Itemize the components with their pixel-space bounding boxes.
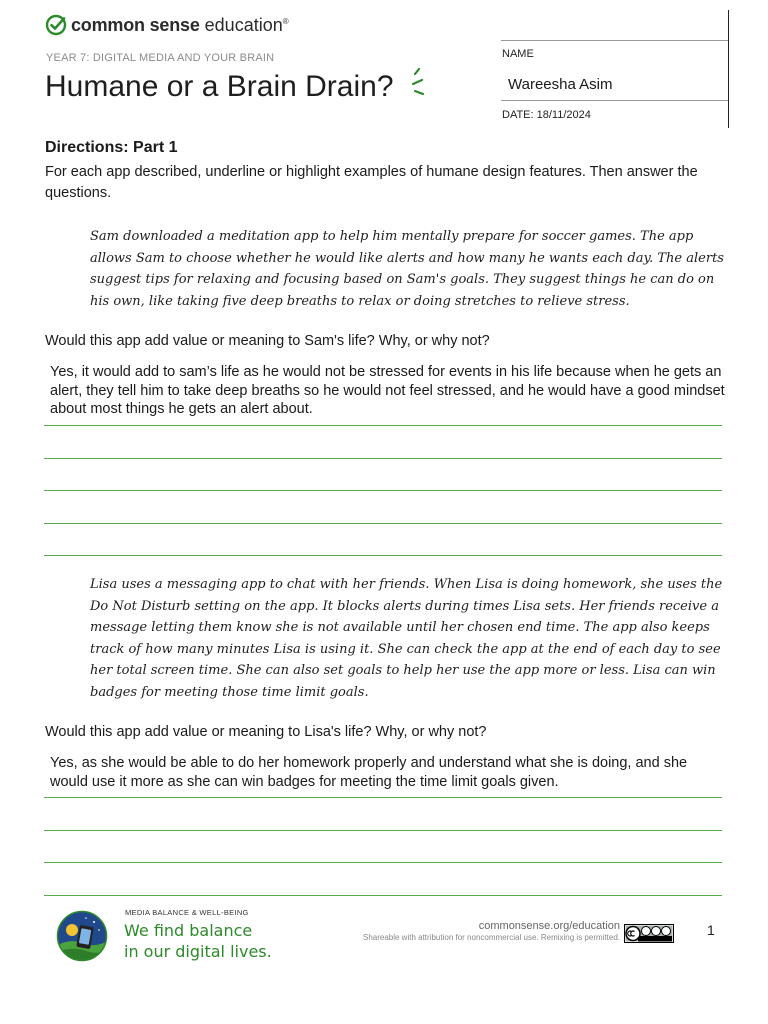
sparkle-icon (409, 68, 429, 98)
answer-line (44, 830, 722, 831)
answer-line (44, 523, 722, 524)
directions-text: For each app described, underline or highlight examples of humane design features. Then answer the questions. (45, 164, 698, 201)
scenario-text-lisa: Lisa uses a messaging app to chat with her friends. When Lisa is doing homework, she uses the Do Not Disturb setting on the app. It blocks alerts during times Lisa sets. Her friends receive a message letting them know she is not available until her chosen end time. The app also keeps track of how many minutes Lisa is using it. She can check the app at the end of each day to see her total screen time. She can also set goals to help her use the app more or less. Lisa can win badges for meeting those time limit goals. (90, 577, 723, 700)
brand-wordmark (71, 15, 289, 36)
checkmark-circle-icon (45, 14, 67, 36)
scenario-text-sam: Sam downloaded a meditation app to help him mentally prepare for soccer games. The app allows Sam to choose whether he would like alerts and how many he wants each day. The alerts suggest tips for relaxing and focusing based on Sam's goals. They suggest things he can do on his own, like taking five deep breaths to relax or doing stretches to relieve stress. (90, 229, 724, 309)
footer-tagline-line: We find balance (124, 921, 253, 940)
answer-line (44, 797, 722, 798)
page-number: 1 (707, 922, 715, 938)
answer-line (44, 425, 722, 426)
answer-field-lisa[interactable]: Yes, as she would be able to do her homework properly and understand what she is doing, and she would use it more as she can win badges for meeting the time limit goals given. (50, 755, 688, 790)
answer-line (44, 862, 722, 863)
question-sam: Would this app add value or meaning to Sam's life? Why, or why not? (45, 333, 490, 349)
footer-license-text: Shareable with attribution for noncommercial use. Remixing is permitted. (362, 933, 620, 942)
creative-commons-by-nc-sa-icon (624, 924, 674, 943)
footer-kicker: MEDIA BALANCE & WELL-BEING (125, 908, 249, 917)
date-field[interactable]: DATE: 18/11/2024 (502, 109, 591, 121)
answer-line (44, 895, 722, 896)
question-lisa: Would this app add value or meaning to Lisa's life? Why, or why not? (45, 724, 487, 740)
section-heading: Directions: Part 1 (45, 139, 178, 156)
answer-line (44, 490, 722, 491)
footer-url[interactable]: commonsense.org/education (478, 920, 620, 932)
name-label: NAME (502, 48, 534, 60)
unit-kicker: YEAR 7: DIGITAL MEDIA AND YOUR BRAIN (46, 52, 275, 64)
brand-name-bold: common sense (71, 14, 200, 35)
brand-logo (45, 14, 289, 36)
phone-in-nature-badge-icon (56, 910, 108, 962)
footer-tagline-line: in our digital lives. (124, 942, 272, 961)
name-field[interactable]: Wareesha Asim (508, 76, 613, 93)
answer-field-sam[interactable]: Yes, it would add to sam’s life as he would not be stressed for events in his life because when he gets an alert, they tell him to take deep breaths so he would not feel stressed, and he would have a good mindset about most things he gets an alert about. (50, 364, 725, 417)
brand-name-light: education (199, 14, 283, 35)
divider (501, 100, 728, 101)
footer-tagline (124, 920, 272, 962)
divider (501, 40, 728, 41)
brand-mark: ® (282, 16, 289, 26)
page-title: Humane or a Brain Drain? (45, 70, 394, 103)
answer-line (44, 555, 722, 556)
answer-line (44, 458, 722, 459)
